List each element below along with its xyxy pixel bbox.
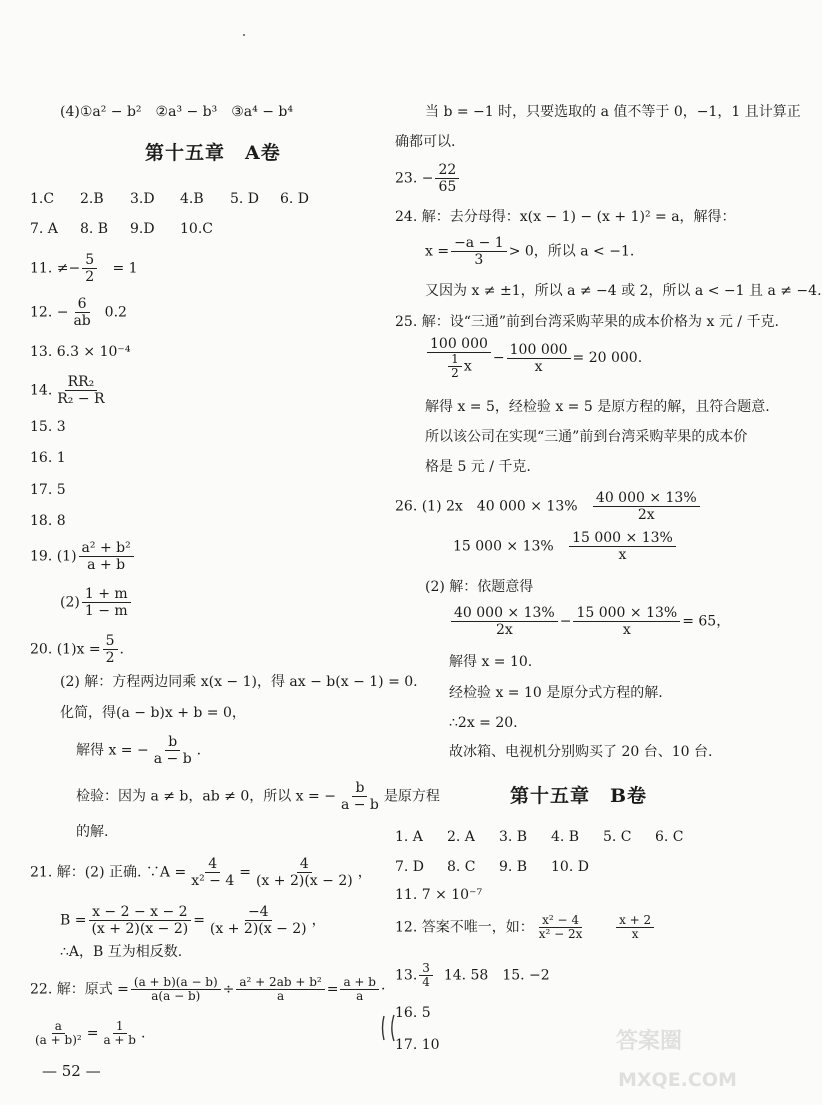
- fraction: [70, 296, 93, 329]
- denominator: 3: [474, 252, 484, 268]
- numerator: 40 000 × 13%: [451, 605, 558, 622]
- numerator: 40 000 × 13%: [593, 490, 700, 507]
- answer-25-line1: 25. 解：设“三通”前到台湾采购苹果的成本价格为 x 元 / 千克.: [395, 314, 779, 330]
- fraction: [79, 540, 134, 573]
- numerator: −4: [245, 904, 272, 921]
- text: > 0，所以 a < −1.: [508, 243, 635, 260]
- denominator: (x + 2)(x − 2): [91, 921, 189, 937]
- answer-14: [30, 374, 110, 407]
- right-line-1: 当 b = −1 时，只要选取的 a 值不等于 0，−1，1 且计算正: [425, 104, 801, 120]
- mc-answer: 10. D: [551, 859, 589, 875]
- text: 11. ≠−: [30, 260, 81, 277]
- text: =: [326, 981, 339, 998]
- denominator: (x + 2)(x − 2): [209, 921, 307, 937]
- numerator: a² + b²: [79, 540, 134, 557]
- answer-22-line1: [30, 976, 385, 1003]
- text: 21. 解：(2) 正确. ∵A =: [30, 864, 187, 881]
- answer-26-2-line1: (2) 解：依题意得: [425, 579, 534, 595]
- numerator: x − 2 − x − 2: [89, 904, 191, 921]
- heading-chapter15-a: 第十五章 A卷: [145, 142, 281, 164]
- denominator: R₂ − R: [57, 391, 105, 407]
- answer-22-line2: [30, 1020, 145, 1047]
- denominator: [443, 353, 475, 380]
- fraction: [207, 904, 310, 937]
- text: 是原方程: [383, 788, 440, 805]
- answer-25-line3: 解得 x = 5，经检验 x = 5 是原方程的解，且符合题意.: [425, 399, 770, 415]
- watermark-logo: [612, 1016, 740, 1096]
- numerator: x + 2: [616, 914, 654, 928]
- mc-answer: 3.D: [130, 191, 155, 207]
- fraction: [427, 336, 491, 380]
- mc-answer: 6. C: [655, 829, 684, 845]
- text: 0.2: [104, 304, 127, 321]
- numerator: a + b: [340, 976, 379, 990]
- fraction: [88, 904, 191, 937]
- text: =: [239, 864, 251, 881]
- denominator: 65: [438, 179, 457, 195]
- mc-row-1: [30, 190, 330, 208]
- text: ，: [357, 864, 372, 881]
- denominator: x² − 4: [191, 873, 235, 889]
- numerator: 22: [435, 162, 459, 179]
- fraction: [253, 856, 356, 889]
- b-answer-12: [395, 914, 656, 941]
- answer-17: 17. 5: [30, 482, 66, 498]
- fraction: [536, 914, 586, 941]
- mc-answer: 10.C: [180, 221, 213, 237]
- answer-20-2-line4: [76, 780, 440, 813]
- fraction: [448, 353, 462, 380]
- numerator: 4: [297, 856, 312, 873]
- answer-26-2-line3: 解得 x = 10.: [449, 654, 533, 670]
- text: 12. 答案不唯一，如：: [395, 919, 534, 936]
- answer-26-2-line4: 经检验 x = 10 是原分式方程的解.: [449, 685, 663, 701]
- fraction: [82, 586, 131, 619]
- text: 14.: [30, 382, 53, 399]
- mc-answer: 1.C: [30, 191, 55, 207]
- denominator: a + b: [87, 557, 126, 573]
- b-answer-17: 17. 10: [395, 1037, 440, 1053]
- answer-20-2-line1: (2) 解：方程两边同乘 x(x − 1)，得 ax − b(x − 1) = 0.: [60, 674, 418, 690]
- mc-answer: 5. C: [603, 829, 632, 845]
- fraction: [593, 490, 700, 523]
- fraction: [616, 914, 654, 941]
- numerator: 5: [82, 252, 97, 269]
- text: ·: [380, 981, 386, 998]
- answer-12: [30, 296, 127, 329]
- answer-25-line4: 所以该公司在实现“三通”前到台湾采购苹果的成本价: [425, 429, 748, 445]
- fraction: [188, 856, 237, 889]
- answer-24-line3: 又因为 x ≠ ±1，所以 a ≠ −4 或 2，所以 a < −1 且 a ≠ −4.: [425, 283, 822, 299]
- text: −: [559, 613, 572, 630]
- mc-answer: 6. D: [280, 191, 310, 207]
- text: 13.: [395, 967, 418, 984]
- text: .: [196, 742, 202, 759]
- numerator: 3: [419, 962, 433, 976]
- denominator: (x + 2)(x − 2): [255, 873, 353, 889]
- answer-20-2-line3: [76, 734, 201, 767]
- denominator: a − b: [340, 797, 379, 813]
- fraction: [151, 734, 195, 767]
- watermark-text-1: 答案圈: [616, 1029, 683, 1054]
- denominator: 1 − m: [84, 603, 128, 619]
- text: −: [492, 350, 505, 366]
- fraction: [451, 235, 507, 268]
- numerator: 100 000: [507, 342, 571, 359]
- numerator: 6: [75, 296, 90, 313]
- fraction: [32, 1020, 85, 1047]
- mc-row-b2: [395, 858, 603, 876]
- answer-18: 18. 8: [30, 513, 66, 529]
- numerator: 15 000 × 13%: [573, 605, 680, 622]
- mc-answer: 5. D: [230, 191, 260, 207]
- text: = 20 000.: [572, 350, 643, 366]
- text: 15 000 × 13%: [453, 538, 554, 555]
- text: 解得 x = −: [76, 742, 149, 759]
- denominator: a: [356, 989, 364, 1003]
- fraction: [451, 605, 558, 638]
- mc-row-b1: [395, 828, 707, 846]
- denominator: 2x: [637, 507, 655, 523]
- fraction: [236, 976, 324, 1003]
- numerator: b: [352, 780, 367, 797]
- mc-answer: 7. A: [30, 221, 58, 237]
- text: (2): [60, 594, 80, 611]
- watermark-text-2: MXQE.COM: [618, 1069, 737, 1091]
- mc-row-2: [30, 220, 230, 238]
- answer-21-line2: [60, 904, 326, 937]
- text: ，: [311, 912, 326, 929]
- numerator: 15 000 × 13%: [569, 530, 676, 547]
- answer-26-1-line1: [395, 490, 702, 523]
- b-answer-16: 16. 5: [395, 1005, 431, 1021]
- b-answer-13-15: [395, 962, 550, 989]
- answer-15: 15. 3: [30, 419, 66, 435]
- mc-answer: 3. B: [499, 829, 528, 845]
- item-4-line: (4)①a² − b² ②a³ − b³ ③a⁴ − b⁴: [60, 104, 293, 120]
- numerator: 5: [103, 633, 118, 650]
- text: x =: [425, 243, 450, 260]
- page-number: — 52 —: [42, 1062, 101, 1080]
- fraction: [131, 976, 221, 1003]
- numerator: b: [165, 734, 180, 751]
- answer-26-1-line2: [453, 530, 678, 563]
- answer-20-2-line2: 化简，得(a − b)x + b = 0，: [60, 705, 246, 721]
- text: 26. (1) 2x 40 000 × 13%: [395, 498, 578, 515]
- fraction: [507, 342, 571, 375]
- text: =: [86, 1025, 99, 1042]
- answer-13: 13. 6.3 × 10⁻⁴: [30, 344, 131, 360]
- answer-20-1: [30, 633, 124, 666]
- numerator: RR₂: [65, 374, 98, 391]
- mc-answer: 4.B: [180, 191, 204, 207]
- text: = 65，: [682, 613, 731, 630]
- text: .: [119, 641, 124, 658]
- denominator: x: [631, 927, 639, 941]
- denominator: (a + b)²: [35, 1033, 82, 1047]
- mc-answer: 9. B: [499, 859, 528, 875]
- numerator: 1 + m: [82, 586, 131, 603]
- denominator: 2: [451, 366, 459, 380]
- fraction: [338, 780, 382, 813]
- answer-24-line2: [425, 235, 634, 268]
- speck: [243, 34, 245, 36]
- mc-answer: 2. A: [447, 829, 475, 845]
- text: 22. 解：原式 =: [30, 981, 129, 998]
- denominator: x: [534, 358, 543, 375]
- denominator: ab: [73, 313, 91, 329]
- denominator: 2: [105, 650, 115, 666]
- answer-20-2-line5: 的解.: [76, 824, 109, 840]
- fraction: [569, 530, 676, 563]
- fraction: [103, 633, 118, 666]
- text: =: [193, 912, 205, 929]
- answer-19-2: [60, 586, 133, 619]
- numerator: a² + 2ab + b²: [236, 976, 324, 990]
- fraction: [340, 976, 379, 1003]
- numerator: (a + b)(a − b): [131, 976, 221, 990]
- mc-answer: 1. A: [395, 829, 423, 845]
- fraction: [82, 252, 97, 285]
- text: 23. −: [395, 170, 434, 187]
- answer-23: [395, 162, 461, 195]
- answer-26-2-line6: 故冰箱、电视机分别购买了 20 台、10 台.: [449, 744, 713, 760]
- answer-24-line1: 24. 解：去分母得：x(x − 1) − (x + 1)² = a，解得：: [395, 209, 736, 225]
- answer-16: 16. 1: [30, 450, 66, 466]
- numerator: a: [52, 1020, 65, 1034]
- text: = 1: [112, 260, 138, 277]
- denominator: x² − 2x: [538, 927, 583, 941]
- mc-answer: 4. B: [551, 829, 580, 845]
- answer-21-line3: ∴A，B 互为相反数.: [60, 944, 183, 960]
- denominator: a: [276, 989, 285, 1003]
- text: 20. (1)x =: [30, 641, 101, 658]
- denominator: 4: [422, 975, 430, 989]
- text: .: [140, 1025, 146, 1042]
- denominator: x: [622, 622, 631, 638]
- numerator: 100 000: [427, 336, 491, 353]
- numerator: 1: [448, 353, 462, 367]
- fraction: [100, 1020, 139, 1047]
- numerator: x² − 4: [539, 914, 582, 928]
- right-line-2: 确都可以.: [395, 134, 456, 150]
- denominator: 2: [85, 269, 95, 285]
- text: x: [463, 358, 472, 375]
- fraction: [573, 605, 680, 638]
- b-answer-11: 11. 7 × 10⁻⁷: [395, 887, 483, 903]
- fraction: [419, 962, 433, 989]
- mc-answer: 7. D: [395, 859, 425, 875]
- handwritten-mark: [378, 1012, 404, 1042]
- denominator: a + b: [103, 1033, 136, 1047]
- fraction: [435, 162, 459, 195]
- answer-25-line5: 格是 5 元 / 千克.: [425, 459, 531, 475]
- text: ÷: [222, 981, 235, 998]
- answer-26-2-line5: ∴2x = 20.: [449, 715, 518, 731]
- text: 19. (1): [30, 548, 77, 565]
- numerator: −a − 1: [451, 235, 507, 252]
- answer-11: [30, 252, 138, 285]
- text: 检验：因为 a ≠ b，ab ≠ 0，所以 x = −: [76, 788, 336, 805]
- text: B =: [60, 912, 87, 929]
- answer-21-line1: [30, 856, 372, 889]
- text: 12. −: [30, 304, 69, 321]
- mc-answer: 8. C: [447, 859, 476, 875]
- numerator: 1: [113, 1020, 127, 1034]
- denominator: x: [618, 547, 627, 563]
- denominator: a(a − b): [151, 989, 201, 1003]
- numerator: 4: [205, 856, 220, 873]
- mc-answer: 2.B: [80, 191, 104, 207]
- heading-chapter15-b: 第十五章 B卷: [510, 785, 648, 807]
- text: 14. 58 15. −2: [443, 967, 550, 984]
- mc-answer: 9.D: [130, 221, 155, 237]
- denominator: a − b: [153, 751, 192, 767]
- mc-answer: 8. B: [80, 221, 109, 237]
- answer-25-line2: [425, 336, 642, 380]
- answer-26-2-line2: [449, 605, 730, 638]
- fraction: [54, 374, 107, 407]
- answer-19-1: [30, 540, 136, 573]
- denominator: 2x: [495, 622, 513, 638]
